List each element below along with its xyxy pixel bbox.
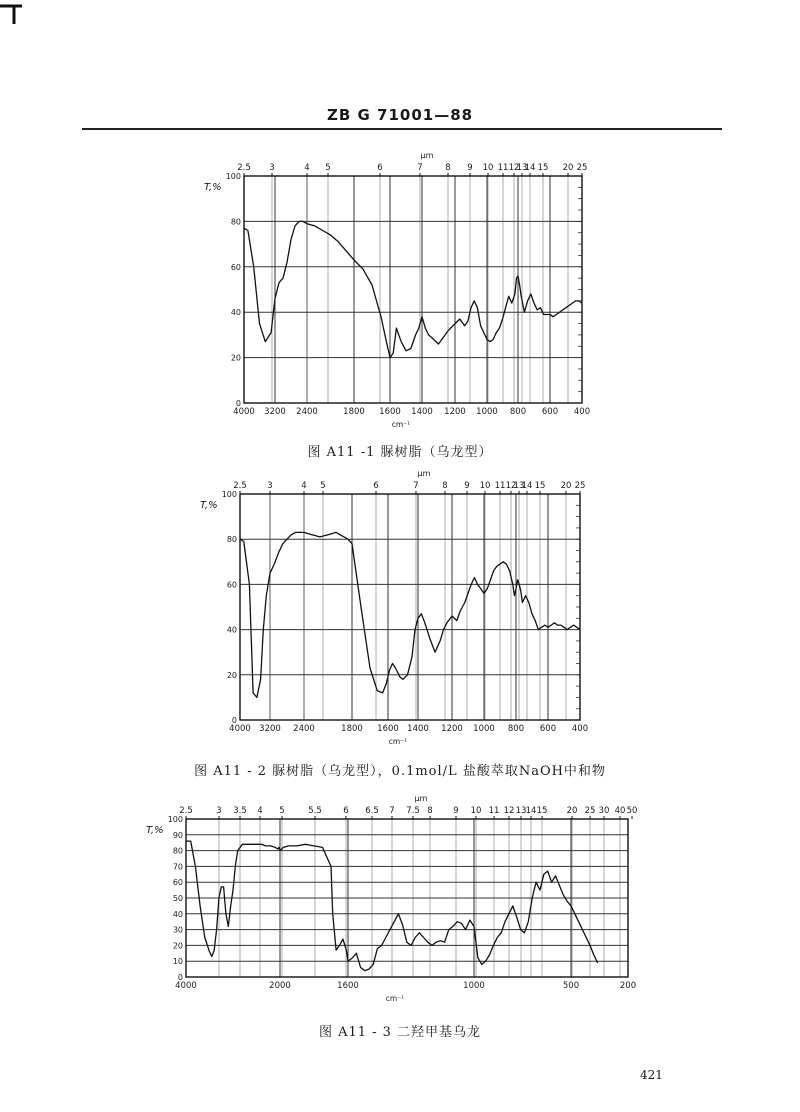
chart3-um-tick-label: 8	[427, 806, 433, 816]
chart2-um-tick-label: 20	[560, 481, 572, 491]
chart3-um-tick-label: 3	[216, 806, 222, 816]
chart2-um-tick-label: 15	[534, 481, 546, 491]
chart1-y-axis-label: T,%	[204, 182, 222, 193]
chart3-y-tick-label: 30	[172, 925, 183, 935]
chart2-x-tick-label: 400	[571, 724, 589, 734]
chart2-y-tick-label: 20	[226, 670, 237, 680]
chart2-x-tick-label: 2400	[293, 724, 315, 734]
chart3-um-tick-label: 2.5	[179, 806, 193, 816]
chart2-x-tick-label: 4000	[229, 724, 251, 734]
chart3-um-tick-label: 25	[584, 806, 596, 816]
chart1-um-tick-label: 14	[524, 163, 536, 173]
chart2-um-tick-label: 25	[574, 481, 586, 491]
chart3-um-tick-label: 14	[525, 806, 537, 816]
chart2-y-tick-label: 40	[226, 625, 237, 635]
chart2-um-tick-label: 10	[479, 481, 491, 491]
chart1-y-tick-label: 20	[230, 353, 241, 363]
figure-caption-2: 图 A11 - 2 脲树脂（乌龙型），0.1mol/L 盐酸萃取NaOH中和物	[194, 764, 606, 779]
chart3-um-tick-label: 5.5	[308, 806, 322, 816]
chart1-plot-frame	[244, 176, 582, 403]
chart1-um-tick-label: 15	[537, 163, 549, 173]
chart1-um-tick-label: 7	[417, 163, 423, 173]
chart3-um-tick-label: 15	[536, 806, 548, 816]
chart2-plot-frame	[240, 494, 580, 720]
chart2-x-axis-label: cm⁻¹	[388, 737, 408, 746]
chart2-x-tick-label: 1000	[473, 724, 495, 734]
document-header-title: ZB G 71001—88	[326, 106, 474, 124]
chart2-y-tick-label: 0	[231, 716, 237, 725]
chart1-um-tick-label: 10	[482, 163, 494, 173]
chart1-y-tick-label: 60	[230, 262, 241, 272]
chart1-um-tick-label: 8	[445, 163, 451, 173]
chart3-x-tick-label: 200	[619, 981, 637, 991]
chart1-um-tick-label: 13	[516, 163, 528, 173]
chart3-x-tick-label: 4000	[175, 981, 197, 991]
chart1-x-tick-label: 400	[573, 407, 591, 417]
figure-caption-1: 图 A11 -1 脲树脂（乌龙型）	[307, 445, 493, 460]
chart1-um-tick-label: 5	[325, 163, 331, 173]
chart1-y-tick-label: 40	[230, 308, 241, 318]
chart1-y-tick-label: 80	[230, 217, 241, 227]
chart2-y-tick-label: 100	[221, 490, 237, 499]
chart1-um-tick-label: 6	[377, 163, 383, 173]
chart3-y-axis-label: T,%	[146, 825, 164, 836]
chart2-y-axis-label: T,%	[200, 500, 218, 511]
chart2-um-tick-label: 4	[301, 481, 307, 491]
chart3-um-tick-label: 6	[343, 806, 349, 816]
chart3-um-tick-label: 10	[470, 806, 482, 816]
chart3-y-tick-label: 10	[172, 957, 183, 967]
chart3-um-tick-label: 12	[503, 806, 515, 816]
chart3-um-tick-label: 30	[598, 806, 610, 816]
chart2-x-tick-label: 1400	[407, 724, 429, 734]
chart3-y-tick-label: 0	[177, 973, 183, 982]
chart3-y-tick-label: 40	[172, 909, 183, 919]
chart3-um-tick-label: 5	[279, 806, 285, 816]
chart1-x-tick-label: 1600	[379, 407, 401, 417]
chart3-y-tick-label: 20	[172, 941, 183, 951]
chart2-y-tick-label: 80	[226, 535, 237, 545]
chart3-um-tick-label: 3.5	[233, 806, 247, 816]
chart2-y-tick-label: 60	[226, 580, 237, 590]
chart1-um-axis-label: μm	[420, 151, 434, 160]
chart2-x-tick-label: 1800	[341, 724, 363, 734]
chart3-x-tick-label: 1000	[463, 981, 485, 991]
chart3-x-axis-label: cm⁻¹	[385, 994, 405, 1003]
chart2-x-tick-label: 3200	[259, 724, 281, 734]
chart1-spectrum-line	[244, 221, 582, 357]
chart3-um-tick-label: 40	[614, 806, 626, 816]
chart1-y-tick-label: 0	[235, 399, 241, 408]
chart2-um-tick-label: 11	[494, 481, 506, 491]
chart2-um-tick-label: 13	[513, 481, 525, 491]
chart2-um-tick-label: 9	[464, 481, 470, 491]
chart1-um-tick-label: 2.5	[237, 163, 251, 173]
chart2-x-tick-label: 1600	[377, 724, 399, 734]
chart2-x-tick-label: 600	[539, 724, 557, 734]
chart1-x-tick-label: 2400	[296, 407, 318, 417]
chart3-y-tick-label: 60	[172, 878, 183, 888]
chart3-um-tick-label: 50	[626, 806, 638, 816]
chart2-x-tick-label: 800	[507, 724, 525, 734]
chart1-x-tick-label: 3200	[264, 407, 286, 417]
chart2-um-tick-label: 5	[320, 481, 326, 491]
chart2-um-tick-label: 8	[442, 481, 448, 491]
chart3-y-tick-label: 50	[172, 894, 183, 903]
chart2-um-tick-label: 3	[267, 481, 273, 491]
chart1-x-tick-label: 1000	[476, 407, 498, 417]
chart1-um-tick-label: 25	[576, 163, 588, 173]
chart3-um-tick-label: 4	[257, 806, 263, 816]
chart1-x-tick-label: 800	[509, 407, 527, 417]
chart3-um-axis-label: μm	[414, 794, 428, 803]
chart2-spectrum-line	[240, 532, 580, 697]
chart1-x-tick-label: 1800	[343, 407, 365, 417]
chart2-x-tick-label: 1200	[441, 724, 463, 734]
chart3-y-tick-label: 80	[172, 846, 183, 856]
figure-caption-3: 图 A11 - 3 二羟甲基乌龙	[318, 1025, 482, 1040]
chart1-um-tick-label: 9	[467, 163, 473, 173]
chart1-um-tick-label: 12	[508, 163, 520, 173]
chart1-um-tick-label: 3	[269, 163, 275, 173]
chart1-x-tick-label: 1200	[444, 407, 466, 417]
chart1-x-tick-label: 1400	[411, 407, 433, 417]
chart3-um-tick-label: 11	[488, 806, 500, 816]
chart1-x-tick-label: 4000	[233, 407, 255, 417]
page-number: 421	[640, 1068, 663, 1082]
chart1-um-tick-label: 4	[304, 163, 310, 173]
chart3-um-tick-label: 6.5	[365, 806, 379, 816]
chart3-um-tick-label: 7.5	[406, 806, 420, 816]
chart1-um-tick-label: 11	[497, 163, 509, 173]
chart2-um-tick-label: 6	[373, 481, 379, 491]
chart1-x-tick-label: 600	[541, 407, 559, 417]
chart3-x-tick-label: 1600	[337, 981, 359, 991]
chart3-um-tick-label: 13	[515, 806, 527, 816]
chart2-um-tick-label: 14	[521, 481, 533, 491]
chart1-um-tick-label: 20	[562, 163, 574, 173]
chart2-um-tick-label: 12	[505, 481, 517, 491]
chart3-x-tick-label: 2000	[269, 981, 291, 991]
chart3-y-tick-label: 90	[172, 830, 183, 840]
chart3-um-tick-label: 9	[453, 806, 459, 816]
chart3-um-tick-label: 7	[389, 806, 395, 816]
chart2-um-axis-label: μm	[417, 469, 431, 478]
chart1-x-axis-label: cm⁻¹	[391, 420, 411, 429]
chart2-um-tick-label: 7	[413, 481, 419, 491]
chart1-y-tick-label: 100	[225, 172, 241, 181]
chart3-um-tick-label: 20	[566, 806, 578, 816]
chart3-x-tick-label: 500	[562, 981, 580, 991]
chart3-y-tick-label: 70	[172, 862, 183, 872]
chart3-y-tick-label: 100	[167, 815, 183, 824]
chart2-um-tick-label: 2.5	[233, 481, 247, 491]
